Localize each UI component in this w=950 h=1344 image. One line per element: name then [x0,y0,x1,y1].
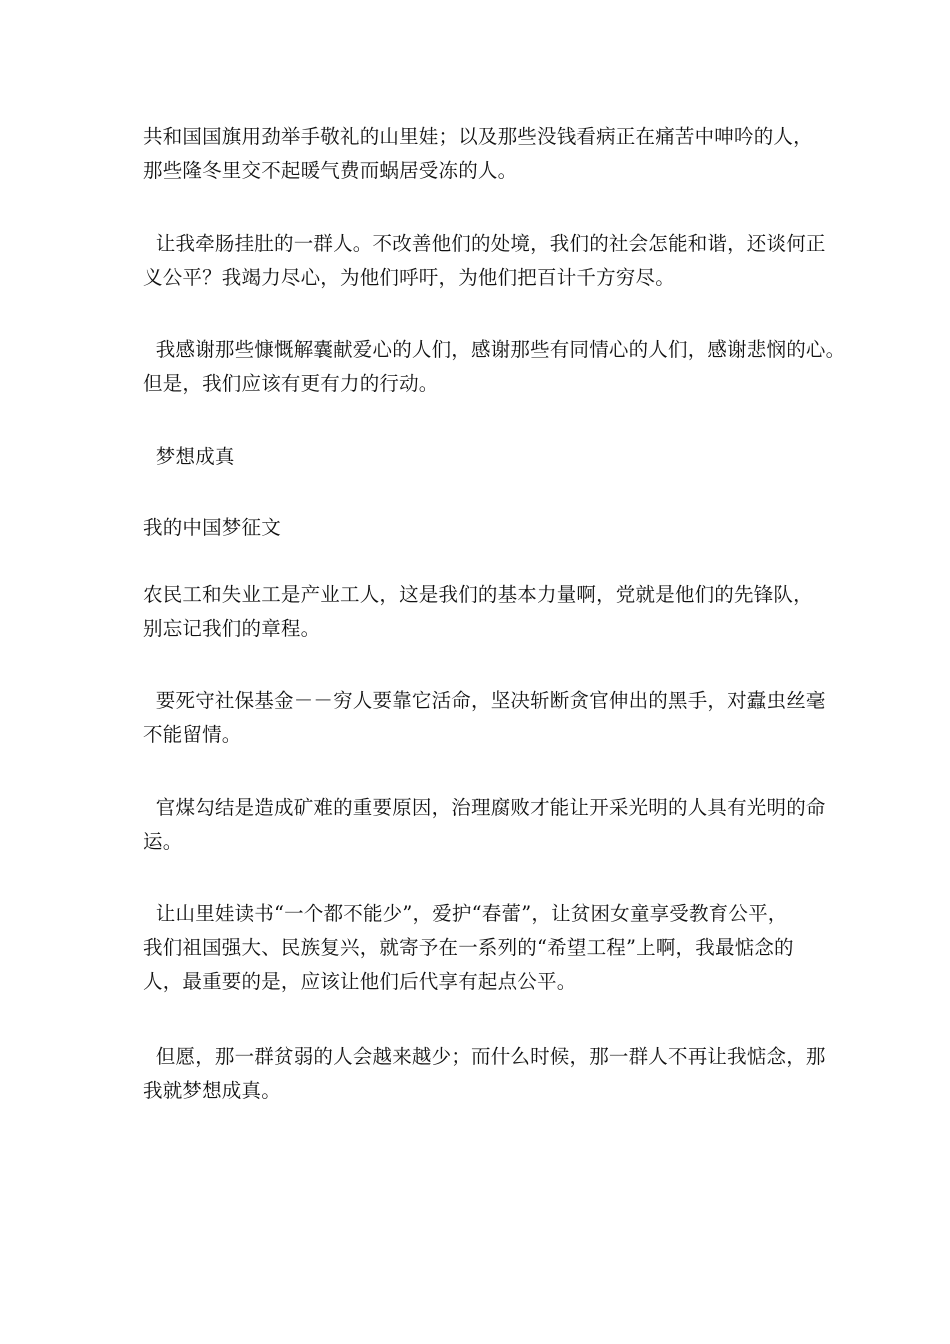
text-line: 共和国国旗用劲举手敬礼的山里娃；以及那些没钱看病正在痛苦中呻吟的人， [143,125,813,148]
section-heading [143,440,823,474]
paragraph-6 [143,791,826,859]
text-line: 义公平？我竭力尽心，为他们呼吁，为他们把百计千方穷尽。 [143,266,675,289]
text-line: 农民工和失业工是产业工人，这是我们的基本力量啊，党就是他们的先锋队， [143,583,813,606]
paragraph-5 [143,684,826,752]
paragraph-2 [143,227,826,295]
paragraph-7 [143,897,823,999]
text-line: 我就梦想成真。 [143,1079,281,1102]
text-line: 官煤勾结是造成矿难的重要原因，治理腐败才能让开采光明的人具有光明的命 [143,796,826,819]
text-line: 我们祖国强大、民族复兴，就寄予在一系列的“希望工程”上啊，我最惦念的 [143,936,794,959]
text-line: 让我牵肠挂肚的一群人。不改善他们的处境，我们的社会怎能和谐，还谈何正 [143,232,826,255]
paragraph-3 [143,333,846,401]
text-line: 我感谢那些慷慨解囊献爱心的人们，感谢那些有同情心的人们，感谢悲悯的心。 [143,338,846,361]
text-line: 但愿，那一群贫弱的人会越来越少；而什么时候，那一群人不再让我惦念，那 [143,1045,826,1068]
text-line: 我的中国梦征文 [143,516,281,539]
text-line: 那些隆冬里交不起暖气费而蜗居受冻的人。 [143,159,518,182]
text-line: 别忘记我们的章程。 [143,617,321,640]
text-line: 梦想成真 [143,445,235,468]
text-line: 运。 [143,830,183,853]
text-line: 但是，我们应该有更有力的行动。 [143,372,439,395]
essay-title [143,511,823,545]
paragraph-8 [143,1040,826,1108]
paragraph-1 [143,120,823,188]
text-line: 人，最重要的是，应该让他们后代享有起点公平。 [143,970,577,993]
text-line: 让山里娃读书“一个都不能少”，爱护“春蕾”，让贫困女童享受教育公平， [143,902,788,925]
paragraph-4 [143,578,823,646]
text-line: 不能留情。 [143,723,242,746]
text-line: 要死守社保基金－－穷人要靠它活命，坚决斩断贪官伸出的黑手，对蠹虫丝毫 [143,689,826,712]
